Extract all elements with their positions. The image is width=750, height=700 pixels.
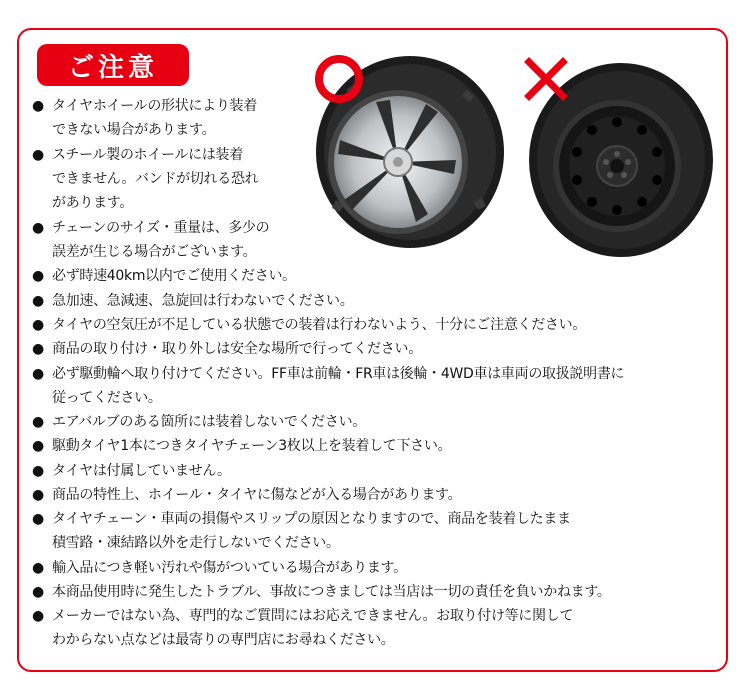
note-item: ● エアバルブのある箇所には装着しないでください。 <box>32 410 366 434</box>
bullet-icon: ● <box>32 317 44 333</box>
note-item: ● 商品の取り付け・取り外しは安全な場所で行ってください。 <box>32 337 422 361</box>
note-item: ● 輸入品につき軽い汚れや傷がついている場合があります。 <box>32 556 407 580</box>
bullet-icon: ● <box>32 98 44 114</box>
note-item: ● タイヤは付属していません。 <box>32 459 231 483</box>
note-item: ● 必ず時速40km以内でご使用ください。 <box>32 264 296 288</box>
bullet-icon: ● <box>32 366 44 382</box>
cross-mark-icon <box>521 54 571 104</box>
bullet-icon: ● <box>32 220 44 236</box>
bullet-icon: ● <box>32 341 44 357</box>
note-item: ● チェーンのサイズ・重量は、多少の 誤差が生じる場合がございます。 <box>32 216 269 264</box>
note-item: ● タイヤホイールの形状により装着 できない場合があります。 <box>32 94 257 142</box>
bullet-icon: ● <box>32 560 44 576</box>
bullet-icon: ● <box>32 293 44 309</box>
note-item: ● 商品の特性上、ホイール・タイヤに傷などが入る場合があります。 <box>32 483 461 507</box>
note-item: ● 必ず駆動輪へ取り付けてください。FF車は前輪・FR車は後輪・4WD車は車両の取扱説明書に 従ってください。 <box>32 362 624 410</box>
note-item: ● メーカーではない為、専門的なご質問にはお応えできません。お取り付け等に関して わからない点などは最寄りの専門店にお尋ねください。 <box>32 604 573 652</box>
bullet-icon: ● <box>32 584 44 600</box>
bullet-icon: ● <box>32 268 44 284</box>
note-item: ● 急加速、急減速、急旋回は行わないでください。 <box>32 289 353 313</box>
note-item: ● 本商品使用時に発生したトラブル、事故につきましては当店は一切の責任を負いかねます。 <box>32 580 611 604</box>
bullet-icon: ● <box>32 487 44 503</box>
bullet-icon: ● <box>32 147 44 163</box>
note-item: ● タイヤの空気圧が不足している状態での装着は行わないよう、十分にご注意ください。 <box>32 313 586 337</box>
note-item: ● スチール製のホイールには装着 できません。バンドが切れる恐れ があります。 <box>32 143 258 216</box>
bullet-icon: ● <box>32 438 44 454</box>
note-item: ● タイヤチェーン・車両の損傷やスリップの原因となりますので、商品を装着したまま 積雪路・凍結路以外を走行しないでください。 <box>32 507 571 555</box>
notice-title-badge: ご注意 <box>37 44 189 86</box>
bullet-icon: ● <box>32 463 44 479</box>
bullet-icon: ● <box>32 414 44 430</box>
bullet-icon: ● <box>32 608 44 624</box>
note-item: ● 駆動タイヤ1本につきタイヤチェーン3枚以上を装着して下さい。 <box>32 434 451 458</box>
circle-mark-icon <box>312 52 366 106</box>
bullet-icon: ● <box>32 511 44 527</box>
